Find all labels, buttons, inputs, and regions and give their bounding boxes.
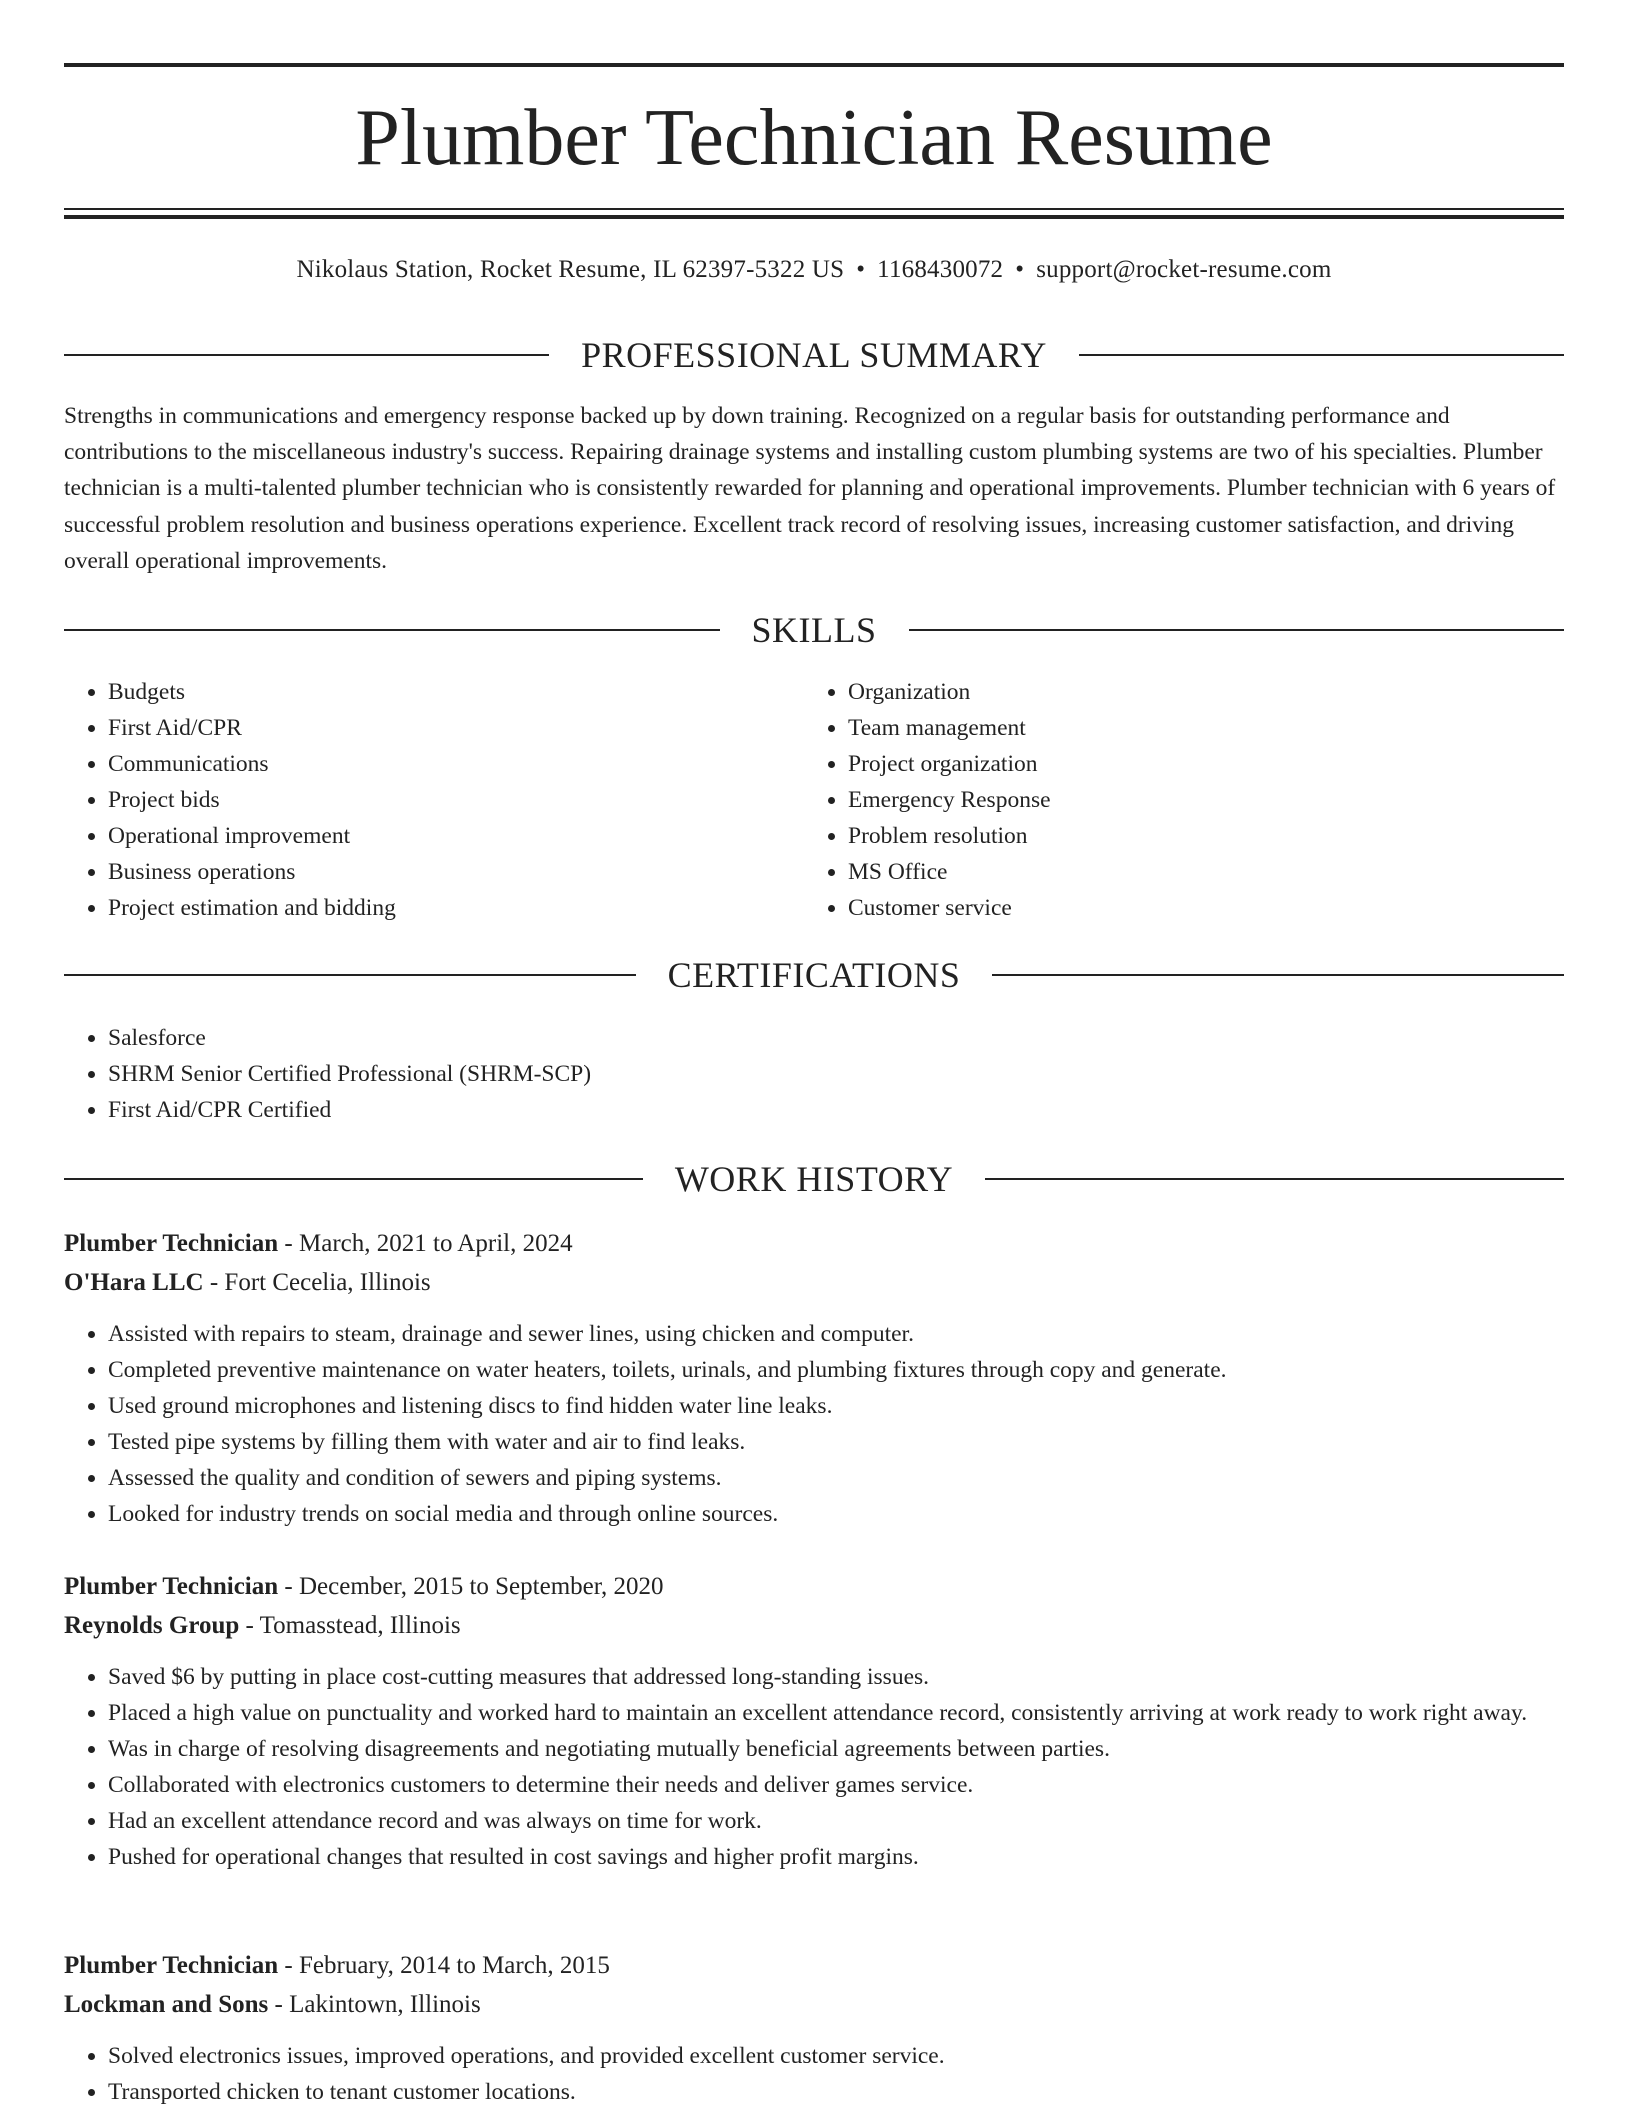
section-header-summary [64, 333, 1564, 377]
divider-line [64, 629, 720, 631]
job-duty-item: • Used ground microphones and listening discs to find hidden water line leaks. [108, 1388, 1564, 1424]
skill-item: • Operational improvement [108, 818, 804, 854]
job-title-line [64, 1946, 1564, 1985]
job-location: - Tomasstead, Illinois [239, 1612, 461, 1639]
page-title: Plumber Technician Resume [355, 94, 1273, 182]
section-title-work-history: WORK HISTORY [674, 1159, 954, 1199]
job-duty-item: • Assisted with repairs to steam, drainage and sewer lines, using chicken and computer. [108, 1316, 1564, 1352]
job-company-line [64, 1263, 1564, 1302]
skills-column-left [64, 674, 804, 926]
skill-item: • Project estimation and bidding [108, 890, 804, 926]
skill-item: • Emergency Response [848, 782, 1564, 818]
job-company: Lockman and Sons [64, 1991, 269, 2018]
job-entry [64, 1567, 1564, 1875]
job-dates: - December, 2015 to September, 2020 [278, 1573, 664, 1600]
job-duty-item: • Assessed the quality and condition of sewers and piping systems. [108, 1460, 1564, 1496]
top-rule [64, 63, 1564, 67]
job-company-line [64, 1985, 1564, 2024]
skills-list-left [64, 674, 804, 926]
job-duty-item: • Solved electronics issues, improved operations, and provided excellent customer service. [108, 2038, 1564, 2074]
job-location: - Lakintown, Illinois [268, 1991, 481, 2018]
job-dates: - March, 2021 to April, 2024 [278, 1230, 573, 1257]
section-header-work-history [64, 1157, 1564, 1201]
bullet-separator: • [1015, 256, 1025, 283]
bullet-separator: • [856, 256, 866, 283]
skill-item: • Communications [108, 746, 804, 782]
job-duties-list [64, 1659, 1564, 1875]
job-location: - Fort Cecelia, Illinois [203, 1269, 431, 1296]
certification-item: • Salesforce [108, 1020, 1564, 1056]
certifications-list [64, 1020, 1564, 1128]
skill-item: • Customer service [848, 890, 1564, 926]
job-duty-item: • Was in charge of resolving disagreements and negotiating mutually beneficial agreements between parties. [108, 1731, 1564, 1767]
skill-item: • Project organization [848, 746, 1564, 782]
contact-phone: 1168430072 [877, 256, 1004, 283]
job-duties-list [64, 1316, 1564, 1532]
job-duty-item: • Placed a high value on punctuality and worked hard to maintain an excellent attendance record, consistently arriving at work ready to work right away. [108, 1695, 1564, 1731]
divider-line [64, 974, 636, 976]
contact-line [64, 253, 1564, 287]
contact-email: support@rocket-resume.com [1036, 256, 1332, 283]
section-title-skills: SKILLS [751, 610, 877, 650]
skill-item: • First Aid/CPR [108, 710, 804, 746]
divider-line [992, 974, 1564, 976]
skill-item: • Problem resolution [848, 818, 1564, 854]
summary-text: Strengths in communications and emergency response backed up by down training. Recognized on a regular basis for outstanding performance and contributions to the miscellaneous industry's success. Repairing drainage systems and installing custom plumbing systems are two of his specialties. Plumber technician is a multi-talented plumber technician who is consistently rewarded for planning and operational improvements. Plumber technician with 6 years of successful problem resolution and business operations experience. Excellent track record of resolving issues, increasing customer satisfaction, and driving overall operational improvements. [64, 403, 1556, 574]
job-title-line [64, 1224, 1564, 1263]
skill-item: • Organization [848, 674, 1564, 710]
divider-line [64, 1178, 643, 1180]
job-title-line [64, 1567, 1564, 1606]
skill-item: • Budgets [108, 674, 804, 710]
job-duty-item: • Tested pipe systems by filling them with water and air to find leaks. [108, 1424, 1564, 1460]
job-duty-item: • Completed preventive maintenance on water heaters, toilets, urinals, and plumbing fixtures through copy and generate. [108, 1352, 1564, 1388]
divider-line [985, 1178, 1564, 1180]
job-duty-item: • Collaborated with electronics customers to determine their needs and deliver games service. [108, 1767, 1564, 1803]
section-header-skills [64, 608, 1564, 652]
divider-line [909, 629, 1565, 631]
divider-line [1079, 354, 1564, 356]
skill-item: • Business operations [108, 854, 804, 890]
skills-column-right [804, 674, 1564, 926]
job-company: O'Hara LLC [64, 1269, 204, 1296]
title-rule-upper [64, 208, 1564, 210]
job-duty-item: • Looked for industry trends on social media and through online sources. [108, 1496, 1564, 1532]
job-duty-item: • Saved $6 by putting in place cost-cutting measures that addressed long-standing issues. [108, 1659, 1564, 1695]
skills-list-right [804, 674, 1564, 926]
certifications-block [64, 1020, 1564, 1128]
divider-line [64, 354, 549, 356]
job-duty-item: • Pushed for operational changes that resulted in cost savings and higher profit margins. [108, 1839, 1564, 1875]
job-dates: - February, 2014 to March, 2015 [278, 1952, 610, 1979]
section-header-certifications [64, 953, 1564, 997]
job-duties-list [64, 2038, 1564, 2110]
skill-item: • Team management [848, 710, 1564, 746]
job-company-line [64, 1606, 1564, 1645]
job-title: Plumber Technician [64, 1952, 279, 1979]
job-entry [64, 1946, 1564, 2110]
job-company: Reynolds Group [64, 1612, 240, 1639]
job-duty-item: • Transported chicken to tenant customer locations. [108, 2074, 1564, 2110]
job-entry [64, 1224, 1564, 1532]
section-title-certifications: CERTIFICATIONS [667, 955, 961, 995]
title-rule-lower [64, 215, 1564, 219]
skill-item: • Project bids [108, 782, 804, 818]
contact-address: Nikolaus Station, Rocket Resume, IL 62397-5322 US [296, 256, 845, 283]
job-title: Plumber Technician [64, 1573, 279, 1600]
job-duty-item: • Had an excellent attendance record and was always on time for work. [108, 1803, 1564, 1839]
job-title: Plumber Technician [64, 1230, 279, 1257]
section-title-summary: PROFESSIONAL SUMMARY [581, 335, 1047, 375]
certification-item: • SHRM Senior Certified Professional (SHRM-SCP) [108, 1056, 1564, 1092]
certification-item: • First Aid/CPR Certified [108, 1092, 1564, 1128]
skill-item: • MS Office [848, 854, 1564, 890]
